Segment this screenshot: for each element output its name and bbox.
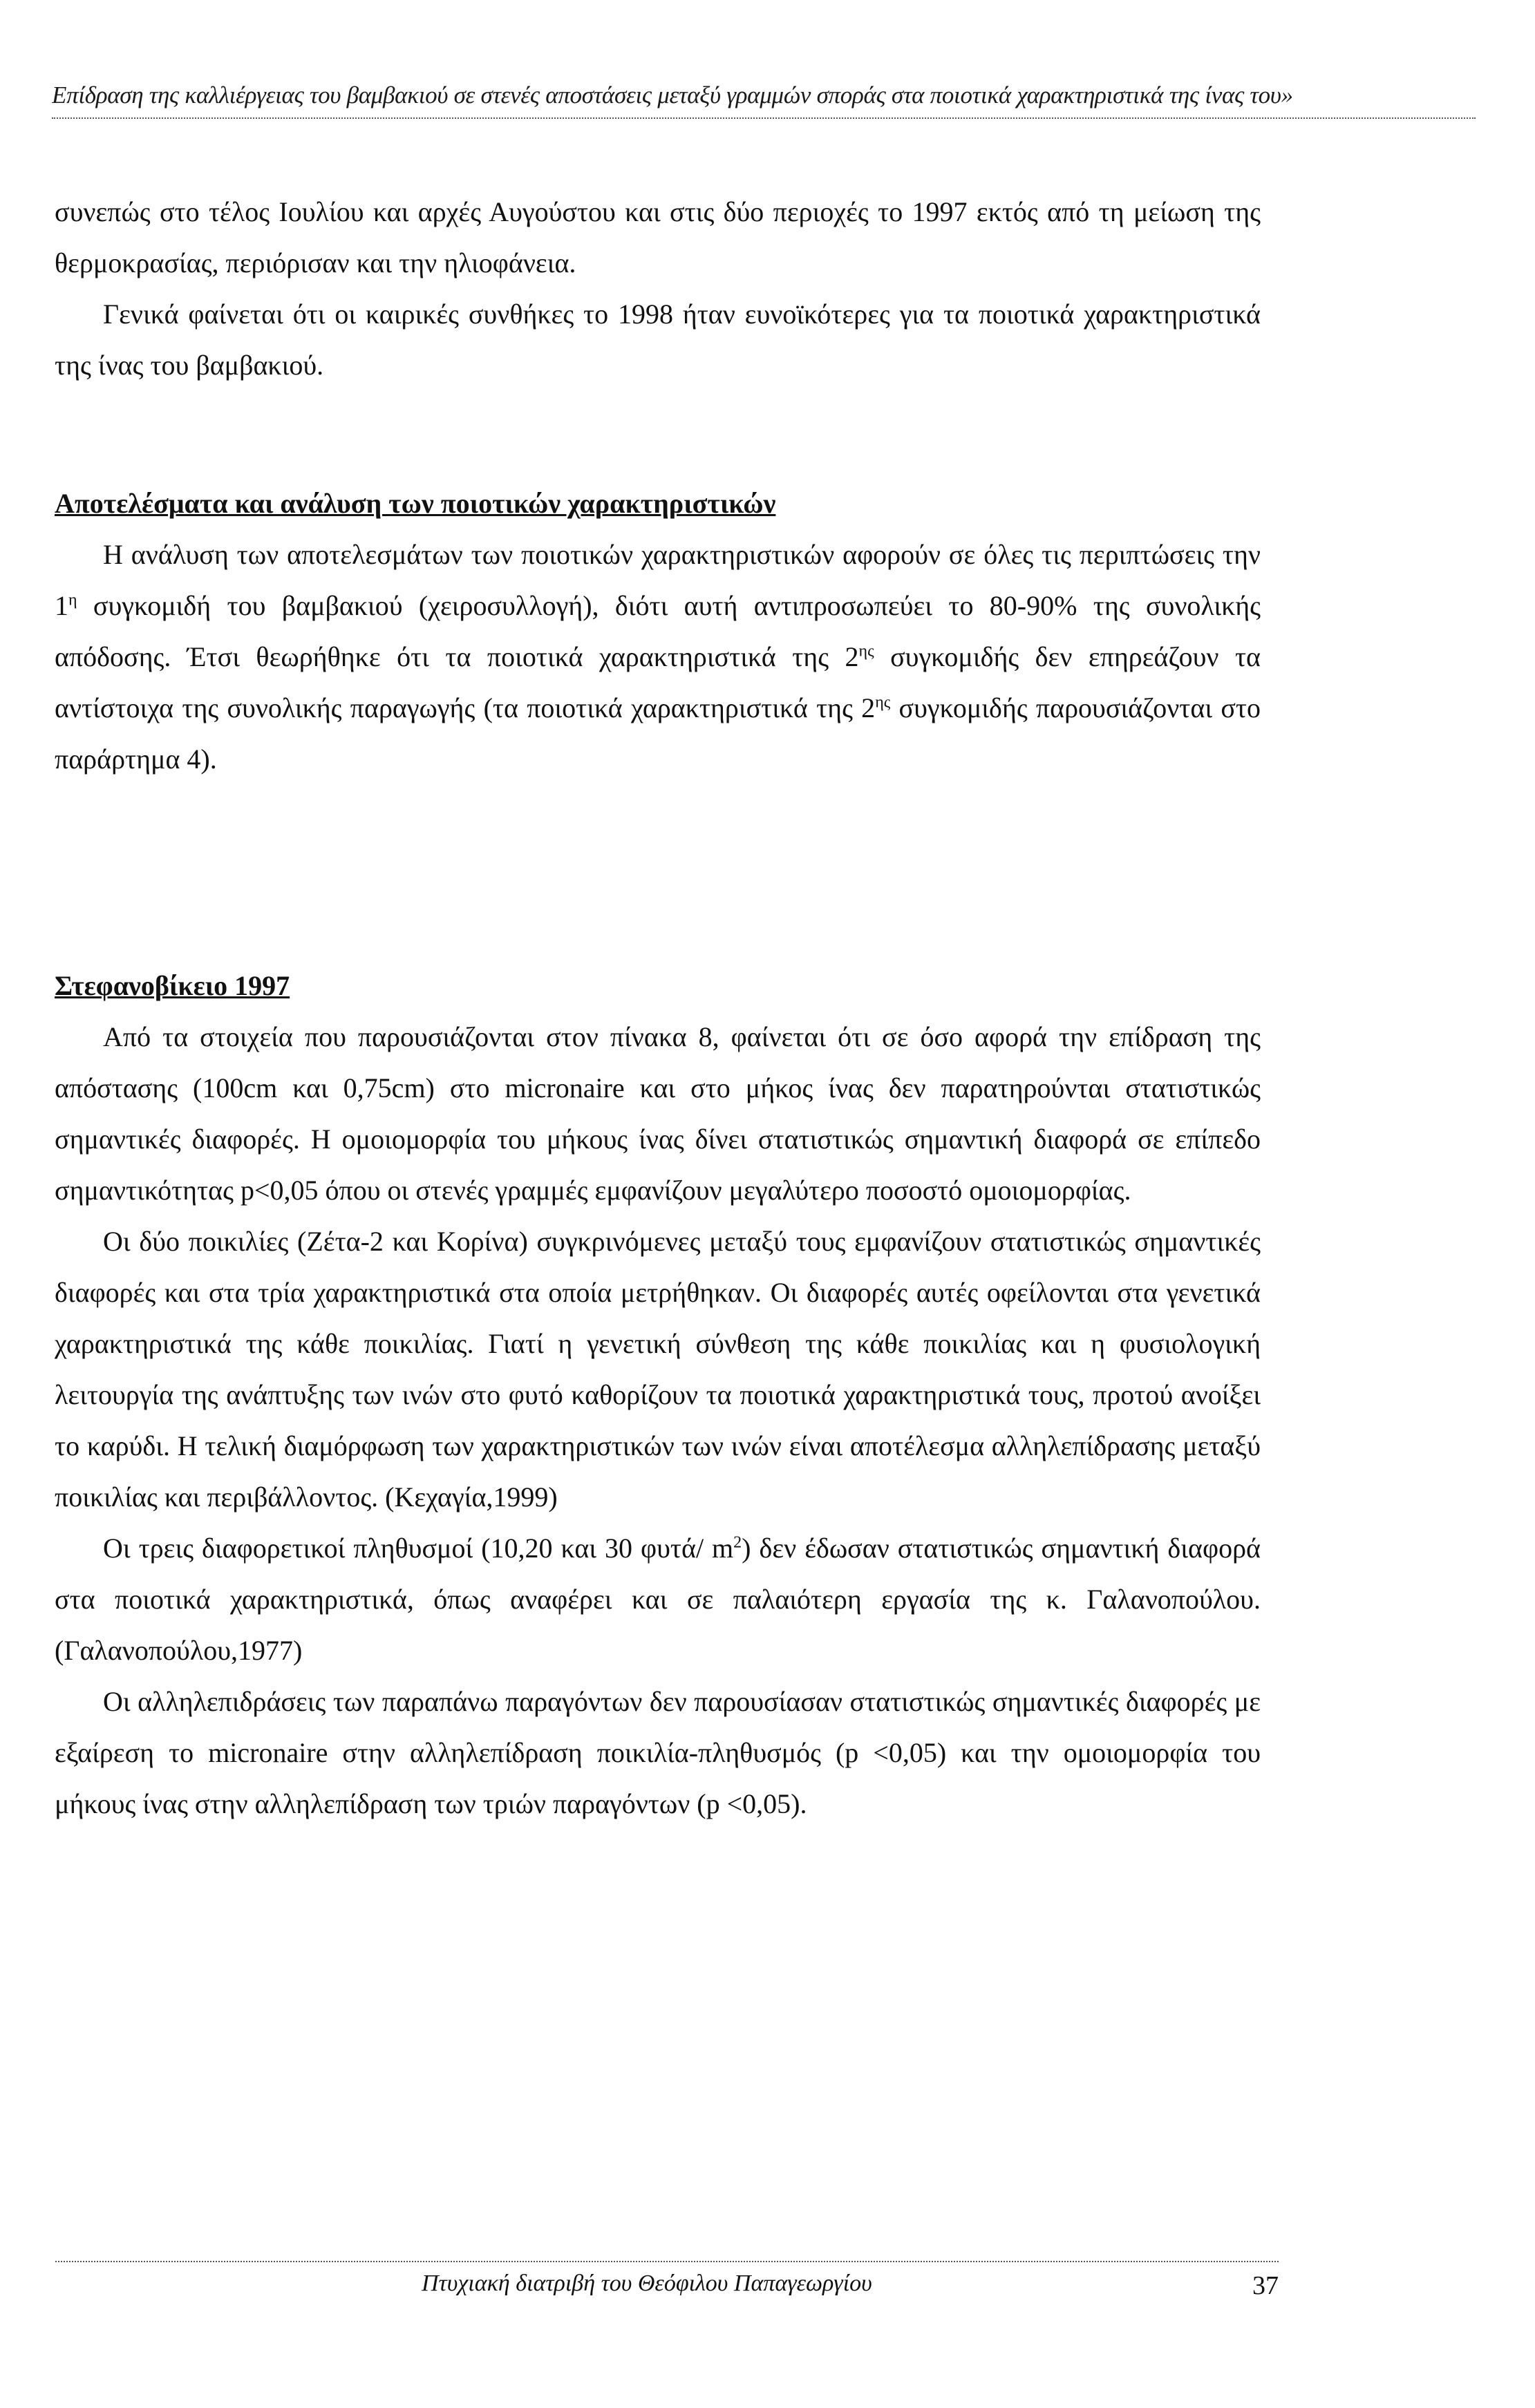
results-paragraph	[55, 529, 1261, 785]
population-text-2: ) δεν έδωσαν στατιστικώς σημαντική διαφορά στα ποιοτικά χαρακτηριστικά, όπως αναφέρει και σε παλαιότερη εργασία της κ. Γαλανοπούλου.(Γαλανοπούλου,1977)	[55, 1533, 1261, 1666]
squared-superscript: 2	[733, 1533, 742, 1552]
results-heading: Αποτελέσματα και ανάλυση των ποιοτικών χαρακτηριστικών	[55, 488, 776, 519]
stefanovikeio-paragraph-3	[55, 1523, 1261, 1676]
results-text-3: συγκομιδής δεν επηρεάζουν τα αντίστοιχα της συνολικής παραγωγής (τα ποιοτικά χαρακτηριστικά της 2	[55, 641, 1261, 723]
ordinal-superscript-1: η	[68, 591, 77, 609]
ordinal-superscript-3: ης	[875, 693, 891, 712]
ordinal-superscript-2: ης	[858, 642, 874, 661]
intro-paragraph-1: συνεπώς στο τέλος Ιουλίου και αρχές Αυγούστου και στις δύο περιοχές το 1997 εκτός από τη μείωση της θερμοκρασίας, περιόρισαν και την ηλιοφάνεια.	[55, 196, 1261, 278]
footer-rule	[55, 2261, 1279, 2262]
results-text-2: συγκομιδή του βαμβακιού (χειροσυλλογή), διότι αυτή αντιπροσωπεύει το 80-90% της συνολικής απόδοσης. Έτσι θεωρήθηκε ότι τα ποιοτικά χαρακτηριστικά της 2	[55, 590, 1261, 672]
population-text-1: Οι τρεις διαφορετικοί πληθυσμοί (10,20 και 30 φυτά/ m	[103, 1533, 734, 1564]
page-number: 37	[1252, 2271, 1279, 2300]
intro-paragraph-2: Γενικά φαίνεται ότι οι καιρικές συνθήκες το 1998 ήταν ευνοϊκότερες για τα ποιοτικά χαρακτηριστικά της ίνας του βαμβακιού.	[55, 298, 1261, 381]
stefanovikeio-heading: Στεφανοβίκειο 1997	[55, 970, 290, 1001]
results-text-4: συγκομιδής παρουσιάζονται στο παράρτημα 4).	[55, 692, 1261, 775]
header-rule	[52, 117, 1476, 119]
stefanovikeio-paragraph-1: Από τα στοιχεία που παρουσιάζονται στον πίνακα 8, φαίνεται ότι σε όσο αφορά την επίδραση της απόστασης (100cm και 0,75cm) στο micronaire και στο μήκος ίνας δεν παρατηρούνται στατιστικώς σημαντικές διαφορές. Η ομοιομορφία του μήκους ίνας δίνει στατιστικώς σημαντική διαφορά σε επίπεδο σημαντικότητας p<0,05 όπου οι στενές γραμμές εμφανίζουν μεγαλύτερο ποσοστό ομοιομορφίας.	[55, 1021, 1261, 1206]
stefanovikeio-paragraph-4: Οι αλληλεπιδράσεις των παραπάνω παραγόντων δεν παρουσίασαν στατιστικώς σημαντικές διαφορές με εξαίρεση το micronaire στην αλληλεπίδραση ποικιλία-πληθυσμός (p <0,05) και την ομοιομορφία του μήκους ίνας στην αλληλεπίδραση των τριών παραγόντων (p <0,05).	[55, 1686, 1261, 1819]
stefanovikeio-section	[55, 960, 1261, 1830]
results-section	[55, 478, 1261, 785]
intro-section	[55, 187, 1261, 391]
running-header: Επίδραση της καλλιέργειας του βαμβακιού σε στενές αποστάσεις μεταξύ γραμμών σποράς στα ποιοτικά χαρακτηριστικά της ίνας του»	[52, 82, 1293, 108]
stefanovikeio-paragraph-2: Οι δύο ποικιλίες (Ζέτα-2 και Κορίνα) συγκρινόμενες μεταξύ τους εμφανίζουν στατιστικώς σημαντικές διαφορές και στα τρία χαρακτηριστικά στα οποία μετρήθηκαν. Οι διαφορές αυτές οφείλονται στα γενετικά χαρακτηριστικά της κάθε ποικιλίας. Γιατί η γενετική σύνθεση της κάθε ποικιλίας και η φυσιολογική λειτουργία της ανάπτυξης των ινών στο φυτό καθορίζουν τα ποιοτικά χαρακτηριστικά τους, προτού ανοίξει το καρύδι. Η τελική διαμόρφωση των χαρακτηριστικών των ινών είναι αποτέλεσμα αλληλεπίδρασης μεταξύ ποικιλίας και περιβάλλοντος. (Κεχαγία,1999)	[55, 1226, 1261, 1513]
results-text-1: Η ανάλυση των αποτελεσμάτων των ποιοτικών χαρακτηριστικών αφορούν σε όλες τις περιπτώσεις την 1	[55, 539, 1261, 621]
footer-title: Πτυχιακή διατριβή του Θεόφιλου Παπαγεωργίου	[422, 2270, 872, 2296]
